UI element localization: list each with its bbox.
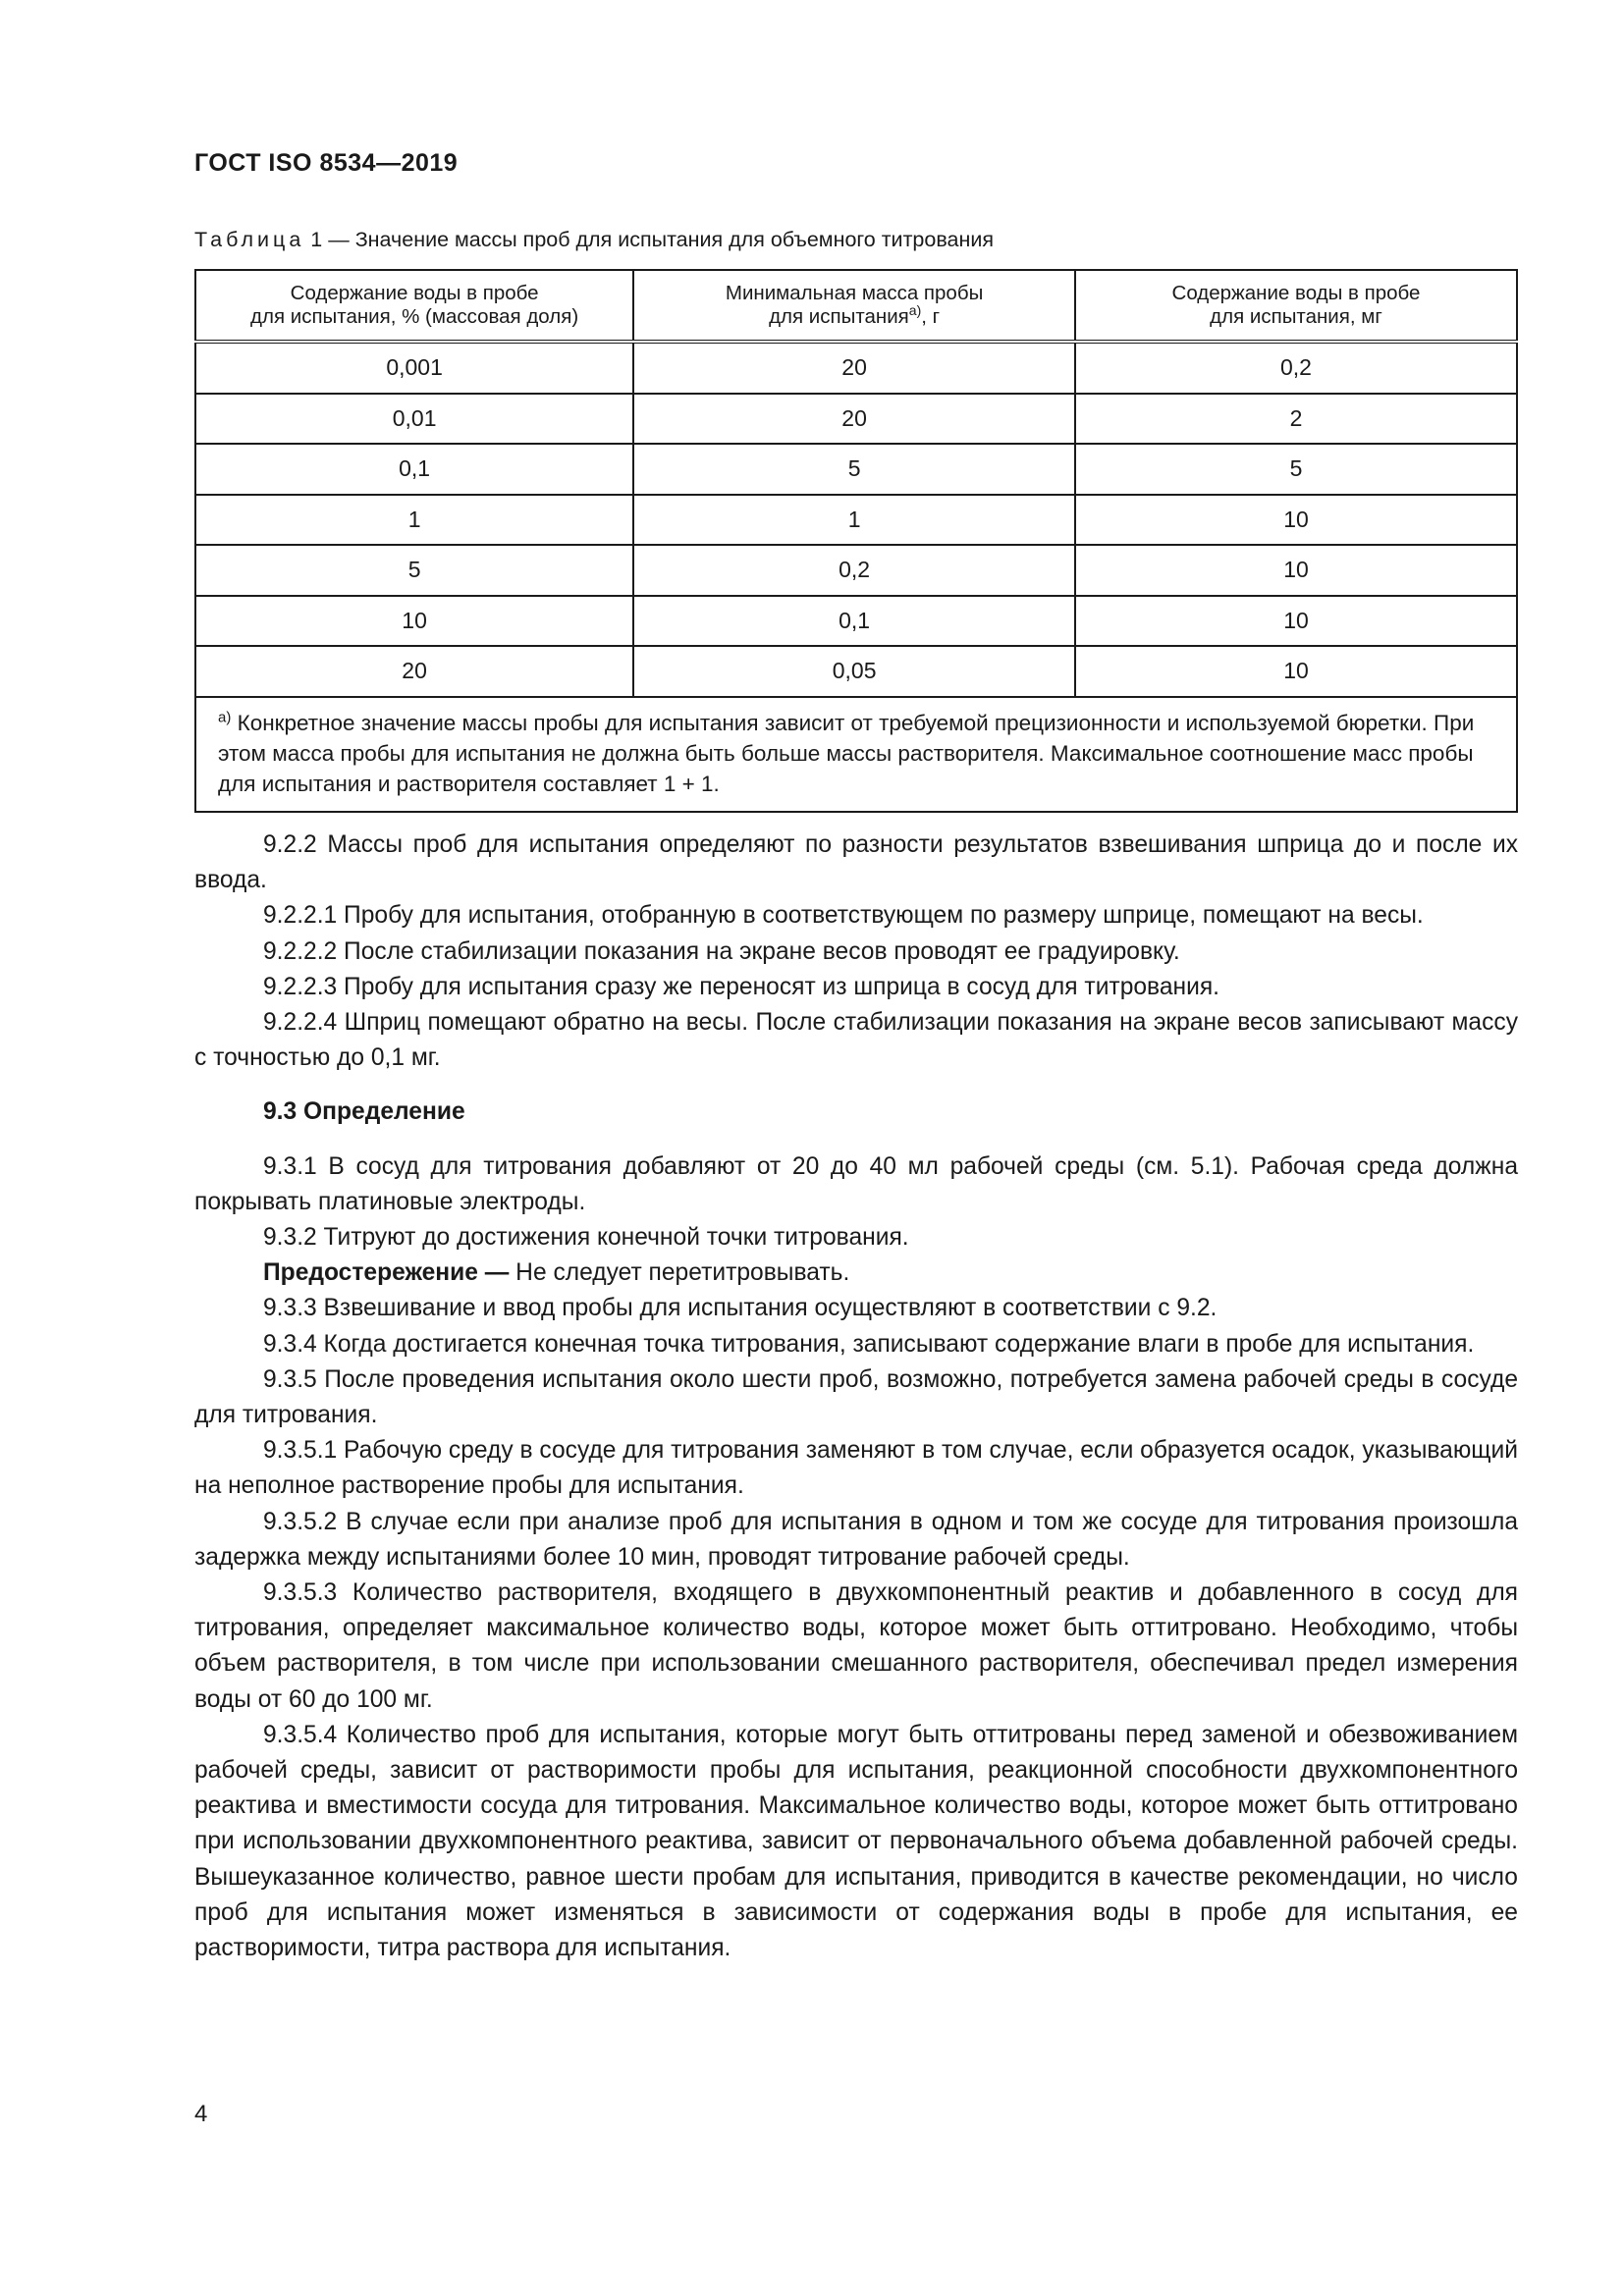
warning-paragraph xyxy=(194,1255,1518,1291)
footnote-marker: а) xyxy=(908,302,922,319)
warning-text: Не следует перетитровывать. xyxy=(509,1259,850,1287)
table-row xyxy=(195,342,1517,394)
table-footnote-row xyxy=(195,697,1517,812)
page-number: 4 xyxy=(194,2101,208,2127)
table-row xyxy=(195,646,1517,697)
table-row xyxy=(195,495,1517,546)
document-body xyxy=(194,828,1518,1966)
paragraph-9-2-2-2: 9.2.2.2 После стабилизации показания на экране весов проводят ее градуировку. xyxy=(263,937,1180,965)
table-cell: 5 xyxy=(633,444,1075,495)
water-content-table xyxy=(194,269,1518,813)
paragraph-9-3-5: 9.3.5 После проведения испытания около шести проб, возможно, потребуется замена рабочей среды в сосуде для титрования. xyxy=(194,1365,1518,1429)
table-cell: 5 xyxy=(1075,444,1517,495)
paragraph-9-3-5-1: 9.3.5.1 Рабочую среду в сосуде для титрования заменяют в том случае, если образуется осадок, указывающий на неполное растворение пробы для испытания. xyxy=(194,1437,1518,1500)
table-cell: 20 xyxy=(195,646,633,697)
warning-label: Предостережение — xyxy=(263,1259,510,1287)
paragraph-9-3-5-2: 9.3.5.2 В случае если при анализе проб для испытания в одном и том же сосуде для титрования произошла задержка между испытаниями более 10 мин, проводят титрование рабочей среды. xyxy=(194,1508,1518,1571)
paragraph-9-3-2: 9.3.2 Титруют до достижения конечной точки титрования. xyxy=(263,1224,909,1252)
paragraph-9-2-2: 9.2.2 Массы проб для испытания определяют по разности результатов взвешивания шприца до и после их ввода. xyxy=(194,831,1518,894)
table-cell: 0,1 xyxy=(633,596,1075,647)
paragraph-9-2-2-4: 9.2.2.4 Шприц помещают обратно на весы. После стабилизации показания на экране весов записывают массу с точностью до 0,1 мг. xyxy=(194,1009,1518,1072)
paragraph-9-3-5-3: 9.3.5.3 Количество растворителя, входящего в двухкомпонентный реактив и добавленного в сосуд для титрования, определяет максимальное количество воды, которое может быть оттитровано. Необходимо, чтобы объем растворителя, в том числе при использовании смешанного растворителя, обеспечивал предел измерения воды от 60 до 100 мг. xyxy=(194,1579,1518,1713)
table-cell: 0,01 xyxy=(195,394,633,445)
paragraph-9-3-4: 9.3.4 Когда достигается конечная точка титрования, записывают содержание влаги в пробе для испытания. xyxy=(263,1330,1475,1358)
table-caption-text: 1 — Значение массы проб для испытания для объемного титрования xyxy=(304,228,994,251)
section-heading-9-3: 9.3 Определение xyxy=(263,1098,465,1126)
paragraph-9-3-5-4: 9.3.5.4 Количество проб для испытания, которые могут быть оттитрованы перед заменой и обезвоживанием рабочей среды, зависит от растворимости пробы для испытания, реакционной способности двухкомпонентного реактива и вместимости сосуда для титрования. Максимальное количество воды, которое может быть оттитровано при использовании двухкомпонентного реактива, зависит от первоначального объема добавленной рабочей среды. Вышеуказанное количество, равное шести пробам для испытания, приводится в качестве рекомендации, но число проб для испытания может изменяться в зависимости от содержания воды в пробе для испытания, ее растворимости, титра раствора для испытания. xyxy=(194,1721,1518,1962)
table-cell: 0,1 xyxy=(195,444,633,495)
table-footnote xyxy=(195,697,1517,812)
table-cell: 0,05 xyxy=(633,646,1075,697)
paragraph-9-3-1: 9.3.1 В сосуд для титрования добавляют от 20 до 40 мл рабочей среды (см. 5.1). Рабочая среда должна покрывать платиновые электроды. xyxy=(194,1152,1518,1215)
table-cell: 1 xyxy=(195,495,633,546)
table-cell: 1 xyxy=(633,495,1075,546)
table-cell: 20 xyxy=(633,342,1075,394)
table-row xyxy=(195,545,1517,596)
table-cell: 0,2 xyxy=(633,545,1075,596)
table-header-cell: Содержание воды в пробе для испытания, % (массовая доля) xyxy=(195,270,633,342)
table-cell: 10 xyxy=(1075,596,1517,647)
paragraph-9-3-3: 9.3.3 Взвешивание и ввод пробы для испытания осуществляют в соответствии с 9.2. xyxy=(263,1295,1218,1322)
table-header-cell: Содержание воды в пробе для испытания, мг xyxy=(1075,270,1517,342)
paragraph-9-2-2-1: 9.2.2.1 Пробу для испытания, отобранную в соответствующем по размеру шприце, помещают на весы. xyxy=(263,902,1424,930)
table-header-row xyxy=(195,270,1517,342)
table-cell: 2 xyxy=(1075,394,1517,445)
table-row xyxy=(195,596,1517,647)
footnote-marker: а) xyxy=(218,709,232,725)
table-row xyxy=(195,394,1517,445)
table-caption-prefix: Таблица xyxy=(194,228,305,251)
table-row xyxy=(195,444,1517,495)
table-cell: 10 xyxy=(1075,646,1517,697)
table-cell: 5 xyxy=(195,545,633,596)
table-cell: 10 xyxy=(195,596,633,647)
table-cell: 10 xyxy=(1075,545,1517,596)
table-cell: 20 xyxy=(633,394,1075,445)
table-caption xyxy=(194,228,994,252)
table-cell: 0,001 xyxy=(195,342,633,394)
paragraph-9-2-2-3: 9.2.2.3 Пробу для испытания сразу же переносят из шприца в сосуд для титрования. xyxy=(263,973,1219,1000)
table-header-cell: Минимальная масса пробы для испытания$^{а)}$, г xyxy=(633,270,1075,342)
footnote-text: Конкретное значение массы пробы для испытания зависит от требуемой прецизионности и используемой бюретки. При этом масса пробы для испытания не должна быть больше массы растворителя. Максимальное соотношение масс пробы для испытания и растворителя составляет 1 + 1. xyxy=(218,710,1475,796)
table-cell: 10 xyxy=(1075,495,1517,546)
table-cell: 0,2 xyxy=(1075,342,1517,394)
document-header: ГОСТ ISO 8534—2019 xyxy=(194,149,459,177)
